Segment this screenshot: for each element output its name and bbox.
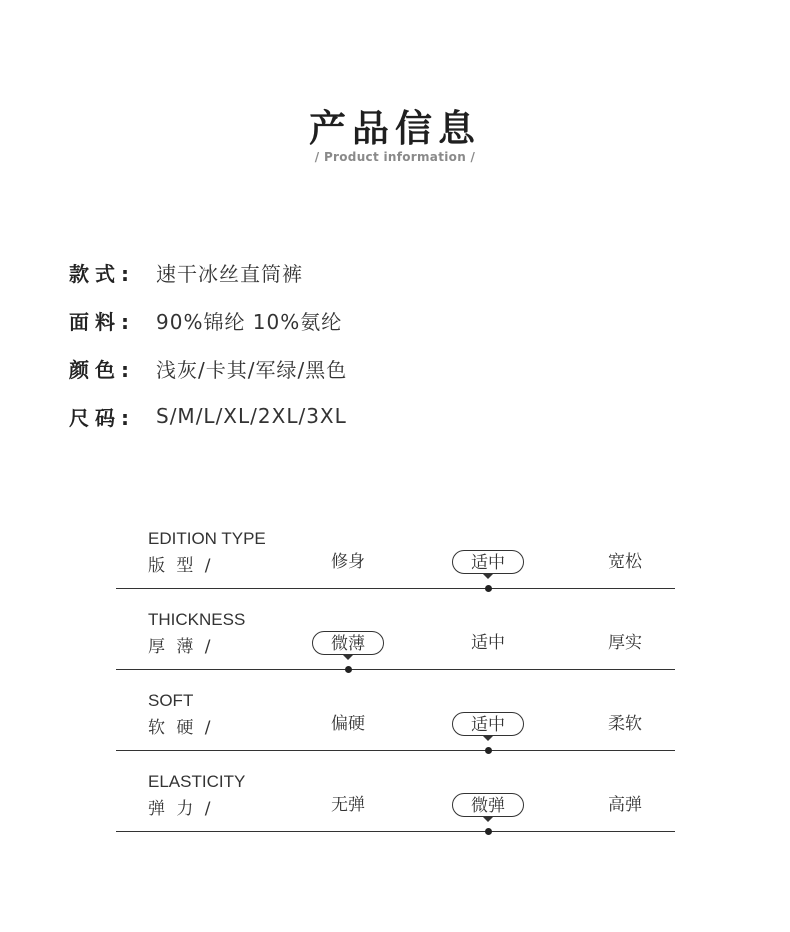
attr-option-selected: 适中 [452,550,524,574]
info-value: 速干冰丝直筒裤 [156,261,303,286]
attr-option: 高弹 [608,795,642,815]
info-row-color [69,344,347,392]
info-label: 尺码: [69,405,135,430]
attr-cn-label: 厚 薄 / [148,637,214,657]
info-label: 款式: [69,261,135,286]
info-row-size [69,392,347,440]
attr-option-selected: 适中 [452,712,524,736]
attr-row-thickness [116,589,675,670]
attr-row-edition-type [116,508,675,589]
attr-option-selected: 微弹 [452,793,524,817]
attr-cn-label: 弹 力 / [148,799,214,819]
attr-option: 修身 [331,552,365,572]
attr-option: 柔软 [608,714,642,734]
attr-option: 宽松 [608,552,642,572]
attr-row-elasticity [116,751,675,832]
attr-en-label: THICKNESS [148,610,246,629]
info-value: 浅灰/卡其/军绿/黑色 [156,357,348,382]
attr-option: 偏硬 [331,714,365,734]
info-row-fabric [69,296,347,344]
info-label: 面料: [69,309,135,334]
info-value: 90%锦纶 10%氨纶 [156,309,343,334]
attribute-scales [116,508,675,832]
attr-cn-label: 版 型 / [148,556,214,576]
attr-option: 无弹 [331,795,365,815]
attr-en-label: SOFT [148,691,194,710]
attr-option-selected: 微薄 [312,631,384,655]
attr-option: 厚实 [608,633,642,653]
attr-row-soft [116,670,675,751]
attr-cn-label: 软 硬 / [148,718,214,738]
page-title: 产品信息 [309,107,481,150]
info-value: S/M/L/XL/2XL/3XL [156,404,347,428]
info-label: 颜色: [69,357,135,382]
product-info-list [69,248,347,440]
attr-option: 适中 [471,633,505,653]
page-subtitle: / Product information / [314,150,476,164]
info-row-style [69,248,347,296]
attr-en-label: ELASTICITY [148,772,246,791]
attr-en-label: EDITION TYPE [148,529,266,548]
attr-marker-dot [485,828,492,835]
